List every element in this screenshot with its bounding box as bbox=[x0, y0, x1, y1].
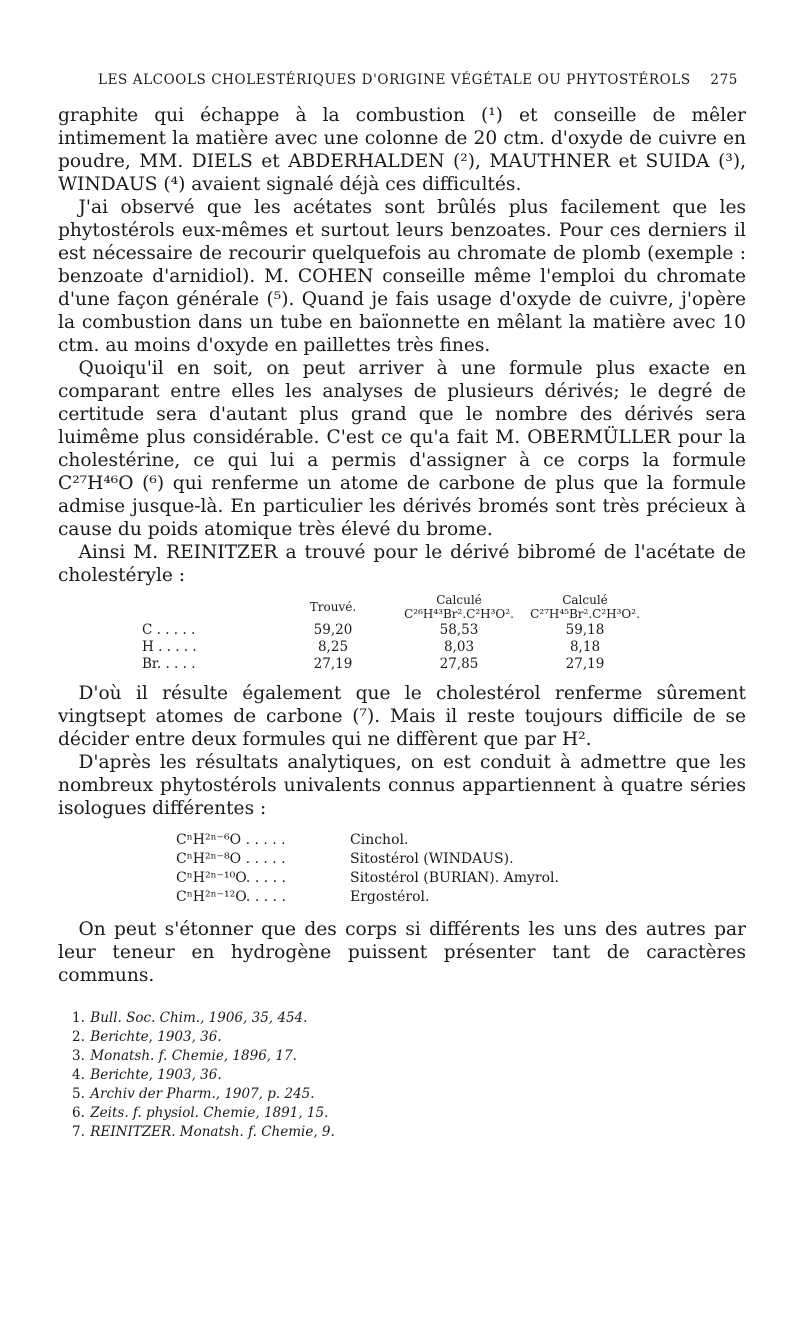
table-header bbox=[142, 593, 278, 621]
element-label: C . . . . . bbox=[142, 621, 196, 638]
series-members: Sitostérol (WINDAUS). bbox=[350, 850, 514, 867]
footnote-number: 7. bbox=[72, 1124, 85, 1140]
table-header: Calculé C²⁷H⁴⁵Br².C²H³O². bbox=[530, 593, 640, 621]
footnote-text: Monatsh. f. Chemie, 1896, 17. bbox=[90, 1048, 297, 1064]
calc2-value: 59,18 bbox=[565, 621, 605, 638]
series-members: Sitostérol (BURIAN). Amyrol. bbox=[350, 869, 559, 886]
page-number: 275 bbox=[710, 72, 738, 88]
series-formula: CⁿH²ⁿ⁻⁶O . . . . . bbox=[176, 831, 286, 848]
footnote bbox=[58, 1085, 746, 1104]
paragraph: D'après les résultats analytiques, on est conduit à admettre que les nombreux phytostérols univalents connus appartiennent à quatre séries isologues différentes : bbox=[58, 752, 746, 819]
document-page bbox=[58, 72, 746, 1142]
body-text-continued bbox=[58, 682, 746, 820]
paragraph: J'ai observé que les acétates sont brûlés plus facilement que les phytostérols eux-mêmes et surtout leurs benzoates. Pour ces derniers il est nécessaire de recourir quelquefois au chromate de plomb (exemple : benzoate d'arnidiol). M. COHEN conseille même l'emploi du chromate d'une façon générale (⁵). Quand je fais usage d'oxyde de cuivre, j'opère la combustion dans un tube en baïonnette en mêlant la matière avec 10 ctm. au moins d'oxyde en paillettes très fines. bbox=[58, 197, 746, 356]
footnotes bbox=[58, 1009, 746, 1142]
table-row bbox=[142, 655, 656, 672]
footnote-text: REINITZER. Monatsh. f. Chemie, 9. bbox=[90, 1124, 335, 1140]
footnote-text: Berichte, 1903, 36. bbox=[90, 1029, 222, 1045]
table-row bbox=[176, 887, 573, 906]
footnote-number: 6. bbox=[72, 1105, 85, 1121]
series-formula: CⁿH²ⁿ⁻¹⁰O. . . . . bbox=[176, 869, 286, 886]
series-members: Cinchol. bbox=[350, 831, 409, 848]
footnote bbox=[58, 1066, 746, 1085]
paragraph: Ainsi M. REINITZER a trouvé pour le dérivé bibromé de l'acétate de cholestéryle : bbox=[58, 542, 746, 586]
calc1-value: 27,85 bbox=[439, 655, 479, 672]
table-row bbox=[142, 621, 656, 638]
isologous-series-table bbox=[176, 830, 573, 906]
table-row bbox=[142, 638, 656, 655]
calc1-value: 58,53 bbox=[439, 621, 479, 638]
footnote bbox=[58, 1047, 746, 1066]
paragraph: D'où il résulte également que le cholestérol renferme sûrement vingtsept atomes de carbone (⁷). Mais il reste toujours difficile de se décider entre deux formules qui ne diffèrent que par H². bbox=[58, 683, 746, 750]
footnote-number: 1. bbox=[72, 1010, 85, 1026]
footnote-text: Bull. Soc. Chim., 1906, 35, 454. bbox=[90, 1010, 308, 1026]
footnote-text: Zeits. f. physiol. Chemie, 1891, 15. bbox=[90, 1105, 329, 1121]
body-text bbox=[58, 104, 746, 587]
footnote-number: 2. bbox=[72, 1029, 85, 1045]
analysis-results-table bbox=[142, 593, 656, 672]
series-members: Ergostérol. bbox=[350, 888, 430, 905]
calc1-value: 8,03 bbox=[443, 638, 475, 655]
table-header: Calculé C²⁶H⁴³Br².C²H³O². bbox=[404, 593, 514, 621]
calc2-value: 27,19 bbox=[565, 655, 605, 672]
paragraph: Quoiqu'il en soit, on peut arriver à une formule plus exacte en comparant entre elles les analyses de plusieurs dérivés; le degré de certitude sera d'autant plus grand que le nombre des dérivés sera luimême plus considérable. C'est ce qu'a fait M. OBERMÜLLER pour la cholestérine, ce qui lui a permis d'assigner à ce corps la formule C²⁷H⁴⁶O (⁶) qui renferme un atome de carbone de plus que la formule admise jusque-là. En particulier les dérivés bromés sont très précieux à cause du poids atomique très élevé du brome. bbox=[58, 358, 746, 540]
table-row bbox=[176, 830, 573, 849]
footnote-text: Archiv der Pharm., 1907, p. 245. bbox=[90, 1086, 315, 1102]
running-header bbox=[58, 72, 746, 88]
found-value: 8,25 bbox=[317, 638, 349, 655]
element-label: H . . . . . bbox=[142, 638, 197, 655]
footnote bbox=[58, 1028, 746, 1047]
table-header-row bbox=[142, 593, 656, 621]
paragraph: graphite qui échappe à la combustion (¹) et conseille de mêler intimement la matière avec une colonne de 20 ctm. d'oxyde de cuivre en poudre, MM. DIELS et ABDERHALDEN (²), MAUTHNER et SUIDA (³), WINDAUS (⁴) avaient signalé déjà ces difficultés. bbox=[58, 105, 746, 195]
footnote bbox=[58, 1104, 746, 1123]
calc2-value: 8,18 bbox=[569, 638, 601, 655]
footnote bbox=[58, 1123, 746, 1142]
element-label: Br. . . . . bbox=[142, 655, 196, 672]
footnote-number: 5. bbox=[72, 1086, 85, 1102]
paragraph: On peut s'étonner que des corps si différents les uns des autres par leur teneur en hydrogène puissent présenter tant de caractères communs. bbox=[58, 919, 746, 986]
table-header: Trouvé. bbox=[309, 600, 357, 614]
footnote-number: 4. bbox=[72, 1067, 85, 1083]
series-formula: CⁿH²ⁿ⁻¹²O. . . . . bbox=[176, 888, 286, 905]
found-value: 59,20 bbox=[313, 621, 353, 638]
running-title: LES ALCOOLS CHOLESTÉRIQUES D'ORIGINE VÉGÉTALE OU PHYTOSTÉROLS bbox=[98, 72, 691, 88]
footnote-text: Berichte, 1903, 36. bbox=[90, 1067, 222, 1083]
table-row bbox=[176, 849, 573, 868]
series-formula: CⁿH²ⁿ⁻⁸O . . . . . bbox=[176, 850, 286, 867]
footnote bbox=[58, 1009, 746, 1028]
found-value: 27,19 bbox=[313, 655, 353, 672]
closing-text bbox=[58, 918, 746, 987]
footnote-number: 3. bbox=[72, 1048, 85, 1064]
table-row bbox=[176, 868, 573, 887]
